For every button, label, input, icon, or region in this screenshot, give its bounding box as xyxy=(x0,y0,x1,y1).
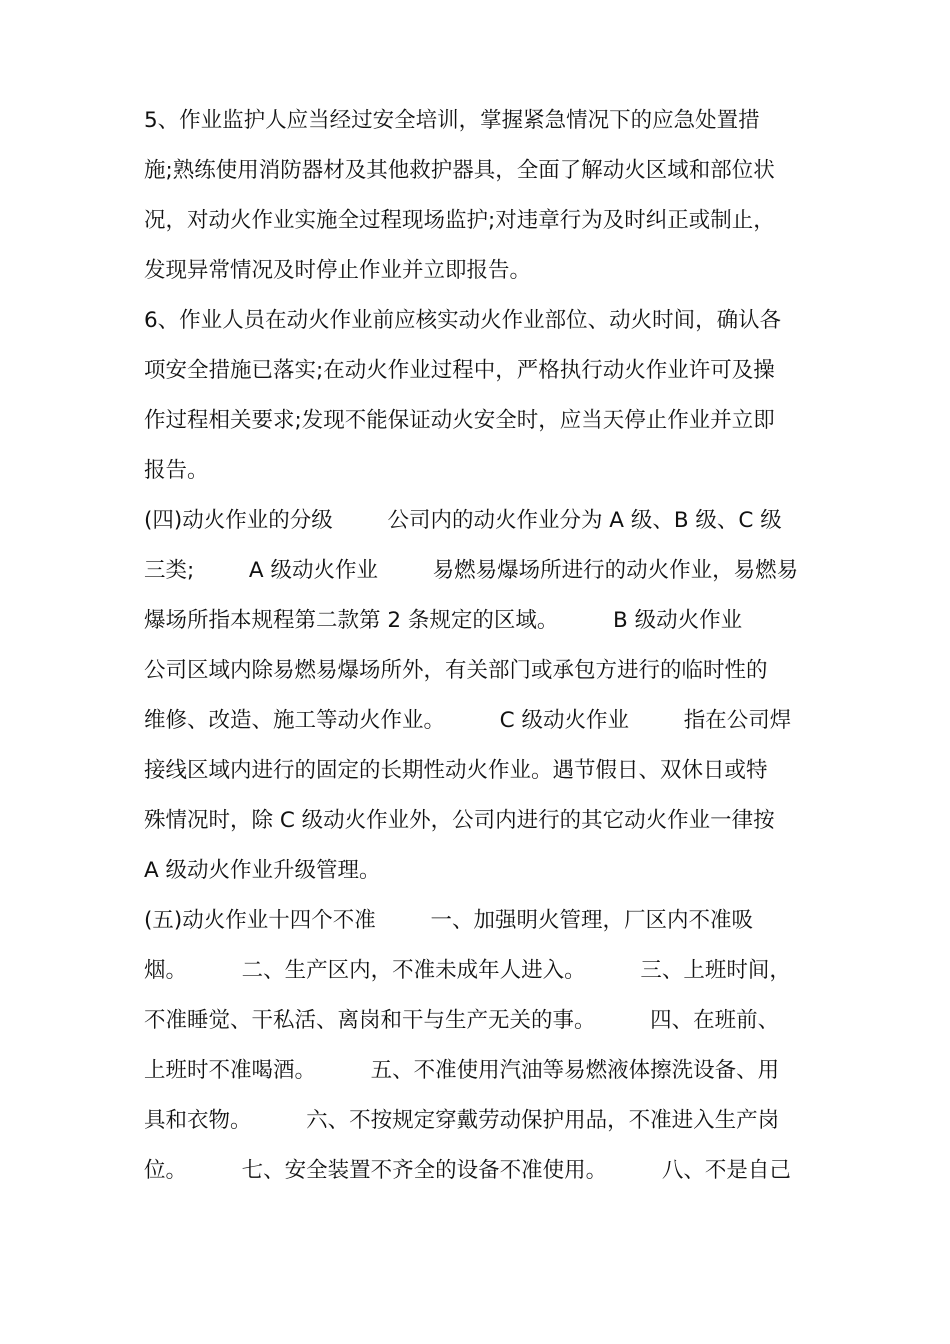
text-line: 不准睡觉、干私活、离岗和干与生产无关的事。 四、在班前、 xyxy=(144,1008,780,1033)
text-line: 6、作业人员在动火作业前应核实动火作业部位、动火时间，确认各 xyxy=(144,308,782,333)
text-line: 上班时不准喝酒。 五、不准使用汽油等易燃液体擦洗设备、用 xyxy=(144,1058,780,1083)
section-heading-line: (五)动火作业十四个不准 一、加强明火管理，厂区内不准吸 xyxy=(144,908,753,933)
text-line: 发现异常情况及时停止作业并立即报告。 xyxy=(144,258,532,283)
text-line: 报告。 xyxy=(144,458,209,483)
text-line: 接线区域内进行的固定的长期性动火作业。遇节假日、双休日或特 xyxy=(144,758,768,783)
text-line: 况，对动火作业实施全过程现场监护;对违章行为及时纠正或制止， xyxy=(144,208,775,233)
text-line: 殊情况时，除 C 级动火作业外，公司内进行的其它动火作业一律按 xyxy=(144,808,775,833)
text-line: 位。 七、安全装置不齐全的设备不准使用。 八、不是自己 xyxy=(144,1158,791,1183)
text-line: A 级动火作业升级管理。 xyxy=(144,858,381,883)
text-line: 烟。 二、生产区内，不准未成年人进入。 三、上班时间， xyxy=(144,958,791,983)
text-line: 具和衣物。 六、不按规定穿戴劳动保护用品，不准进入生产岗 xyxy=(144,1108,780,1133)
document-body xyxy=(144,96,814,1196)
text-line: 三类; A 级动火作业 易燃易爆场所进行的动火作业，易燃易 xyxy=(144,558,799,583)
text-line: 爆场所指本规程第二款第 2 条规定的区域。 B 级动火作业 xyxy=(144,608,743,633)
text-line: 项安全措施已落实;在动火作业过程中，严格执行动火作业许可及操 xyxy=(144,358,775,383)
text-line: 5、作业监护人应当经过安全培训，掌握紧急情况下的应急处置措 xyxy=(144,108,760,133)
text-line: 作过程相关要求;发现不能保证动火安全时，应当天停止作业并立即 xyxy=(144,408,775,433)
text-line: 公司区域内除易燃易爆场所外，有关部门或承包方进行的临时性的 xyxy=(144,658,768,683)
text-line: 施;熟练使用消防器材及其他救护器具，全面了解动火区域和部位状 xyxy=(144,158,775,183)
text-line: 维修、改造、施工等动火作业。 C 级动火作业 指在公司焊 xyxy=(144,708,792,733)
section-heading-line: (四)动火作业的分级 公司内的动火作业分为 A 级、B 级、C 级 xyxy=(144,508,782,533)
